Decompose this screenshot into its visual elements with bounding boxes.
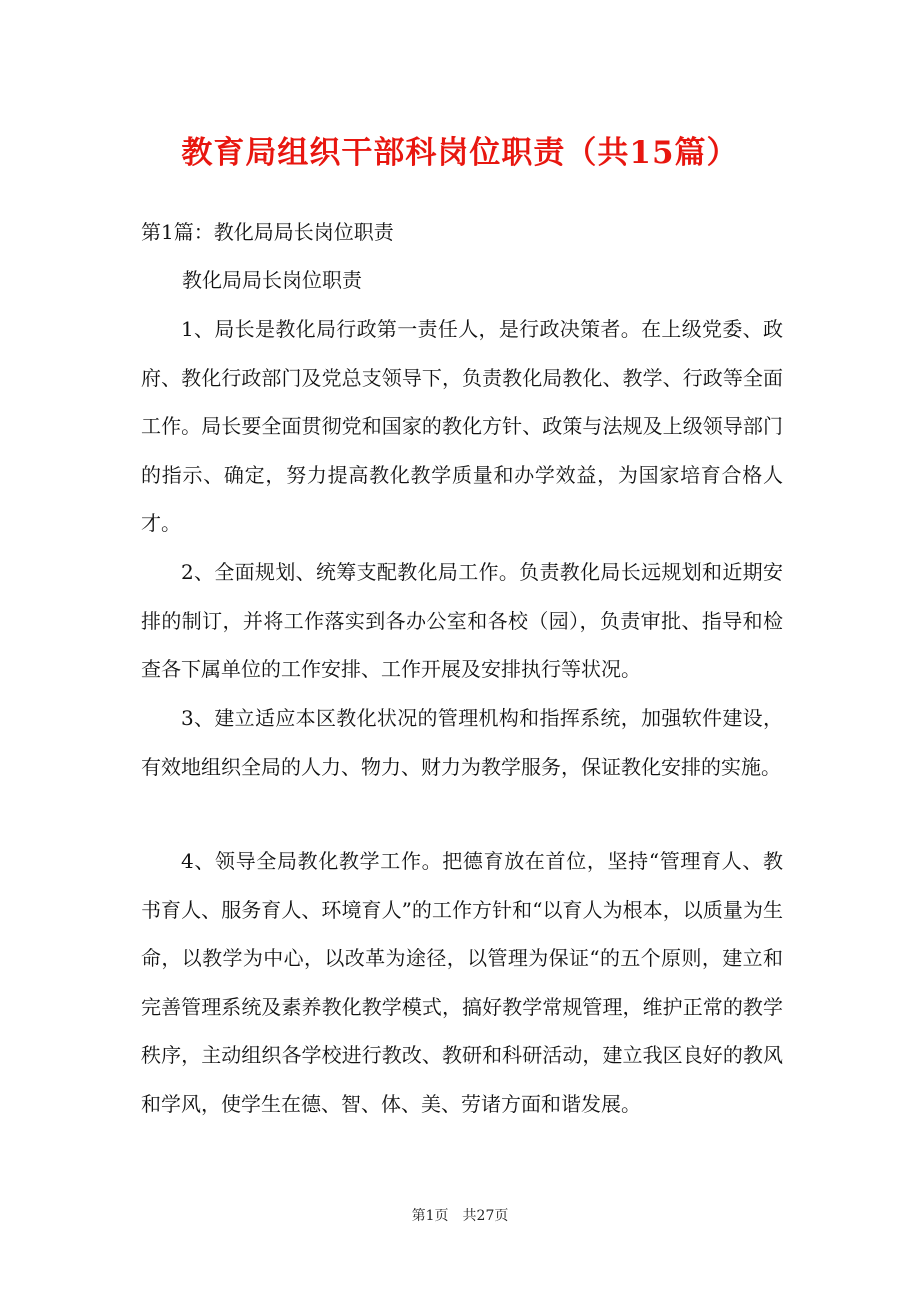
- document-title: 教育局组织干部科岗位职责（共15篇）: [181, 135, 739, 171]
- page-footer: [0, 1204, 920, 1228]
- section-heading: 第1篇：教化局局长岗位职责: [141, 220, 394, 244]
- total-pages: 共27页: [462, 1208, 509, 1224]
- paragraph-4: 4、领导全局教化教学工作。把德育放在首位，坚持“管理育人、教书育人、服务育人、环境育人”的工作方针和“以育人为根本，以质量为生命，以教学为中心，以改革为途径，以管理为保证“的五个原则，建立和完善管理系统及素养教化教学模式，搞好教学常规管理，维护正常的教学秩序，主动组织各学校进行教改、教研和科研活动，建立我区良好的教风和学风，使学生在德、智、体、美、劳诸方面和谐发展。: [141, 849, 783, 1116]
- paragraph-1: 1、局长是教化局行政第一责任人，是行政决策者。在上级党委、政府、教化行政部门及党总支领导下，负责教化局教化、教学、行政等全面工作。局长要全面贯彻党和国家的教化方针、政策与法规及上级领导部门的指示、确定，努力提高教化教学质量和办学效益，为国家培育合格人才。: [141, 317, 783, 535]
- paragraph-3: 3、建立适应本区教化状况的管理机构和指挥系统，加强软件建设，有效地组织全局的人力、物力、财力为教学服务，保证教化安排的实施。: [141, 706, 783, 779]
- page-number: 第1页: [411, 1208, 449, 1224]
- paragraph-2: 2、全面规划、统筹支配教化局工作。负责教化局长远规划和近期安排的制订，并将工作落实到各办公室和各校（园），负责审批、指导和检查各下属单位的工作安排、工作开展及安排执行等状况。: [141, 560, 783, 681]
- sub-heading: 教化局局长岗位职责: [182, 268, 362, 292]
